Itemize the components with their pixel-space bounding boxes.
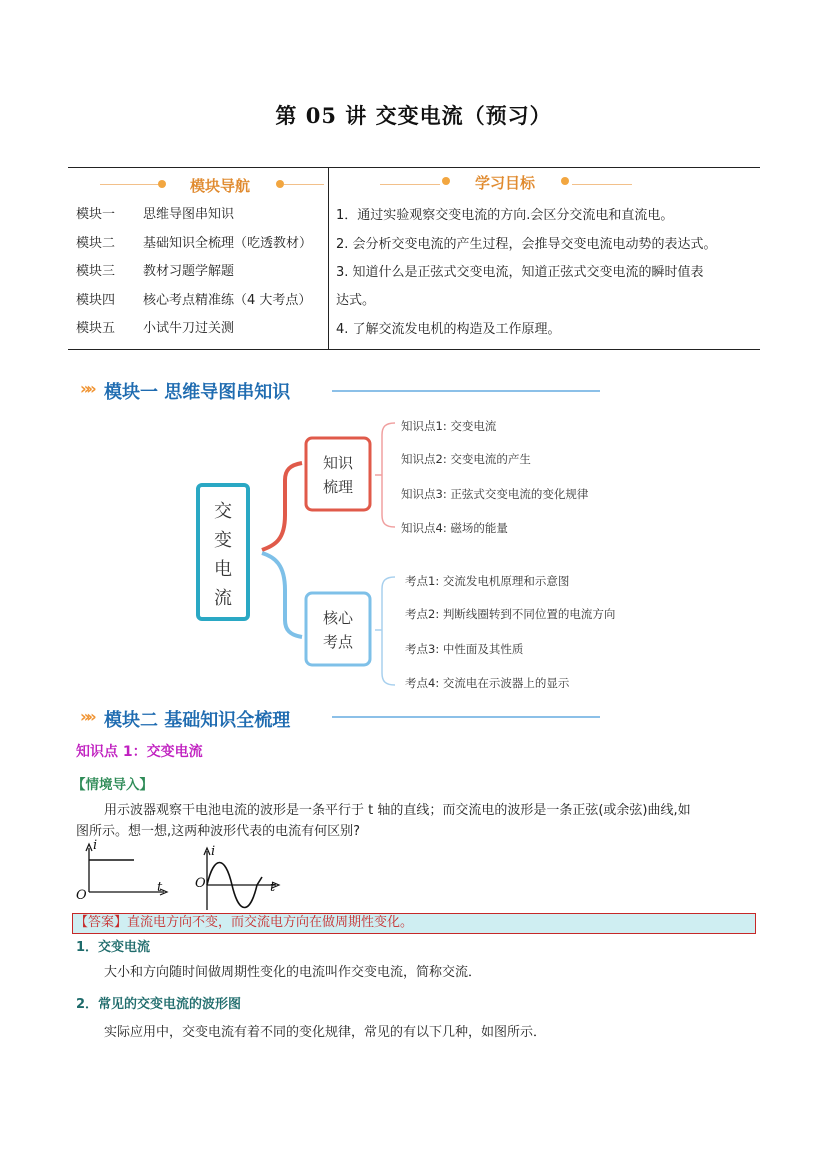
page-title: 第 05 讲 交变电流（预习） [275, 103, 552, 128]
knowledge-point-1: 知识点1: 交变电流 [401, 419, 497, 433]
knowledge-point-3: 知识点3: 正弦式交变电流的变化规律 [401, 487, 589, 501]
goal-line-1: 1．通过实验观察交变电流的方向.会区分交流电和直流电。 [336, 208, 674, 223]
mindmap-branch-text: 考点 [322, 633, 353, 651]
mindmap-center-label [198, 497, 248, 613]
nav-item-label: 基础知识全梳理（吃透教材） [143, 236, 313, 251]
nav-header-dot-right [276, 180, 284, 188]
table-divider [328, 167, 329, 350]
double-chevron-icon: »» [80, 379, 93, 398]
exam-point-3: 考点3: 中性面及其性质 [405, 642, 524, 656]
goal-line-2: 2. 会分析交变电流的产生过程，会推导交变电流电动势的表达式。 [336, 237, 717, 252]
scene-para-line1: 用示波器观察干电池电流的波形是一条平行于 t 轴的直线；而交流电的波形是一条正弦(或余弦)曲线,如 [104, 803, 691, 818]
goal-line-3: 3. 知道什么是正弦式交变电流，知道正弦式交变电流的瞬时值表 [336, 265, 704, 280]
dc-graph-x-label: t [157, 880, 163, 895]
goals-header-dot-left [442, 177, 450, 185]
table-bottom-rule [68, 349, 760, 350]
nav-header-line-right [284, 184, 324, 185]
section1-title: 1．交变电流 [76, 940, 151, 955]
knowledge-point-2: 知识点2: 交变电流的产生 [401, 452, 531, 466]
nav-item-1[interactable] [76, 203, 234, 222]
table-top-rule [68, 167, 760, 168]
nav-item-key: 模块四 [76, 293, 116, 308]
double-chevron-icon: »» [80, 707, 93, 726]
module1-title: 模块一 思维导图串知识 [104, 382, 291, 403]
ac-graph-x-label: t [270, 880, 276, 895]
mindmap-center-char: 流 [214, 588, 232, 609]
ac-graph-origin: O [195, 876, 206, 891]
mindmap-knowledge-label [306, 451, 370, 499]
nav-item-3[interactable] [76, 260, 234, 279]
dc-graph-origin: O [76, 888, 87, 903]
mindmap-bracket-red [382, 423, 395, 527]
nav-item-2[interactable] [76, 232, 312, 251]
mindmap-branch-text: 知识 [322, 454, 353, 472]
nav-item-label: 思维导图串知识 [143, 207, 235, 222]
mindmap-branch-text: 梳理 [322, 478, 353, 496]
nav-item-key: 模块五 [76, 321, 116, 336]
nav-item-5[interactable] [76, 317, 234, 336]
section1-text: 大小和方向随时间做周期性变化的电流叫作交变电流，简称交流． [104, 965, 482, 980]
section2-title: 2．常见的交变电流的波形图 [76, 997, 242, 1012]
nav-header: 模块导航 [189, 177, 250, 195]
module1-underline [332, 390, 600, 392]
mindmap-brace-blue [262, 553, 302, 637]
mindmap-exam-label [306, 606, 370, 654]
mindmap-bracket-blue [382, 577, 395, 685]
module2-title: 模块二 基础知识全梳理 [104, 710, 291, 731]
nav-item-label: 核心考点精准练（4 大考点） [143, 293, 312, 308]
ac-graph-y-label: i [211, 844, 216, 859]
scene-para-line2: 图所示。想一想,这两种波形代表的电流有何区别? [76, 824, 361, 839]
mindmap-branch-text: 核心 [322, 609, 353, 627]
kp1-title: 知识点 1：交变电流 [76, 744, 203, 760]
mindmap-brace-red [262, 463, 302, 550]
goal-line-4: 达式。 [336, 293, 376, 308]
dc-graph-y-label: i [93, 838, 98, 853]
nav-item-key: 模块二 [76, 236, 116, 251]
scene-label: 【情境导入】 [72, 777, 153, 793]
nav-header-dot-left [158, 180, 166, 188]
mindmap-center-char: 交 [214, 501, 232, 522]
nav-item-label: 教材习题学解题 [143, 264, 235, 279]
exam-point-1: 考点1: 交流发电机原理和示意图 [405, 574, 570, 588]
nav-item-4[interactable] [76, 289, 311, 308]
goals-header: 学习目标 [474, 174, 535, 192]
answer-box: 【答案】直流电方向不变，而交流电方向在做周期性变化。 [72, 913, 756, 934]
nav-header-line-left [100, 184, 160, 185]
mindmap-center-char: 电 [214, 559, 232, 580]
goals-header-dot-right [561, 177, 569, 185]
nav-item-label: 小试牛刀过关测 [143, 321, 235, 336]
nav-item-key: 模块一 [76, 207, 116, 222]
goals-header-line-left [380, 184, 440, 185]
mindmap-center-char: 变 [214, 530, 232, 551]
knowledge-point-4: 知识点4: 磁场的能量 [401, 521, 508, 535]
exam-point-2: 考点2: 判断线圈转到不同位置的电流方向 [405, 607, 616, 621]
goals-header-line-right [572, 184, 632, 185]
exam-point-4: 考点4: 交流电在示波器上的显示 [405, 676, 570, 690]
module2-underline [332, 716, 600, 718]
nav-item-key: 模块三 [76, 264, 116, 279]
section2-text: 实际应用中，交变电流有着不同的变化规律，常见的有以下几种，如图所示． [104, 1025, 547, 1040]
goal-line-5: 4. 了解交流发电机的构造及工作原理。 [336, 322, 561, 337]
